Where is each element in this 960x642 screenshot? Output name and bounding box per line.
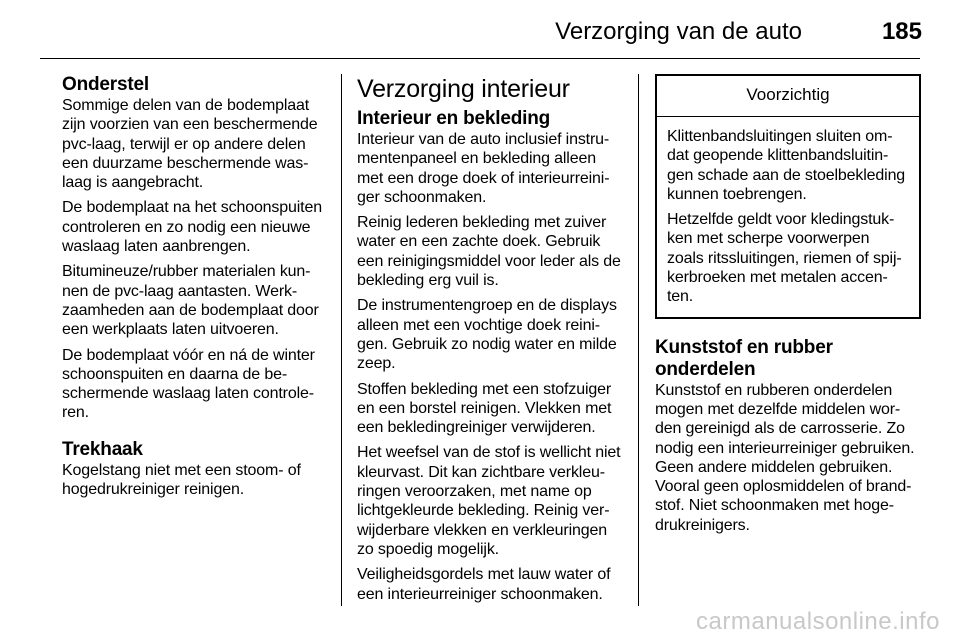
paragraph: Interieur van de auto inclusief instru-mentenpaneel en bekleding alleen met een droge doek of interieurreini-ger schoonmaken. <box>357 131 610 206</box>
running-header-title: Verzorging van de auto <box>555 18 802 45</box>
caution-body <box>657 117 919 317</box>
paragraph: De bodemplaat vóór en ná de winter schoonspuiten en daarna de be-schermende waslaag laten controle-ren. <box>62 346 315 422</box>
paragraph: Kogelstang niet met een stoom- of hogedrukreiniger reinigen. <box>62 461 301 499</box>
paragraph: Kunststof en rubberen onderdelen mogen met dezelfde middelen wor-den gereinigd als de carrosserie. Zo nodig een interieurreiniger gebruiken. Geen andere middelen gebruiken. Vooral geen oplosmiddelen of brand-stof. Niet schoonmaken met hoge-drukreinigers. <box>655 381 915 534</box>
paragraph: Klittenbandsluitingen sluiten om-dat geopende klittenbandsluitin-gen schade aan de stoelbekleding kunnen toebrengen. <box>667 128 906 203</box>
section-trekhaak <box>62 439 330 500</box>
paragraph: Veiligheidsgordels met lauw water of een interieurreiniger schoonmaken. <box>357 566 611 603</box>
section-heading-trekhaak: Trekhaak <box>62 438 143 460</box>
paragraph: De instrumentengroep en de displays alleen met een vochtige doek reini-gen. Gebruik zo nodig water en milde zeep. <box>357 297 617 373</box>
watermark: carmanualsonline.info <box>696 608 940 635</box>
column-3 <box>655 74 923 551</box>
caution-box <box>655 74 921 319</box>
column-divider-2 <box>638 74 639 606</box>
page-number: 185 <box>881 18 922 45</box>
paragraph: Sommige delen van de bodemplaat zijn voorzien van een beschermende pvc-laag, terwijl er op andere delen een duurzame beschermende was-laag is aangebracht. <box>62 97 318 192</box>
chapter-heading: Verzorging interieur <box>357 75 570 103</box>
section-heading-kunststof: Kunststof en rubber onderdelen <box>655 336 833 380</box>
caution-title: Voorzichtig <box>657 76 919 117</box>
section-heading-interieur: Interieur en bekleding <box>357 108 551 129</box>
column-1 <box>62 74 330 515</box>
paragraph: Bitumineuze/rubber materialen kun-nen de pvc-laag aantasten. Werk-zaamheden aan de bodemplaat door een werkplaats laten uitvoeren. <box>62 263 319 339</box>
column-2 <box>357 74 625 610</box>
paragraph: Het weefsel van de stof is wellicht niet kleurvast. Dit kan zichtbare verkleu-ringen veroorzaken, met name op lichtgekleurde bekleding. Reinig ver-wijderbare vlekken en verkleuringen zo spoedig mogelijk. <box>357 444 621 558</box>
column-divider-1 <box>341 74 342 606</box>
paragraph: Stoffen bekleding met een stofzuiger en een borstel reinigen. Vlekken met een bekledingreiniger verwijderen. <box>357 380 612 437</box>
paragraph: De bodemplaat na het schoonspuiten controleren en zo nodig een nieuwe waslaag laten aanbrengen. <box>62 199 322 256</box>
paragraph: Reinig lederen bekleding met zuiver water en een zachte doek. Gebruik een reinigingsmiddel voor leder als de bekleding erg vuil is. <box>357 214 621 290</box>
section-kunststof <box>655 337 923 535</box>
header-divider <box>40 58 920 59</box>
paragraph: Hetzelfde geldt voor kledingstuk-ken met scherpe voorwerpen zoals ritssluitingen, riemen of spij-kerbroeken met metalen accen-ten. <box>667 211 902 306</box>
section-onderstel <box>62 74 330 423</box>
section-heading-onderstel: Onderstel <box>62 74 149 95</box>
